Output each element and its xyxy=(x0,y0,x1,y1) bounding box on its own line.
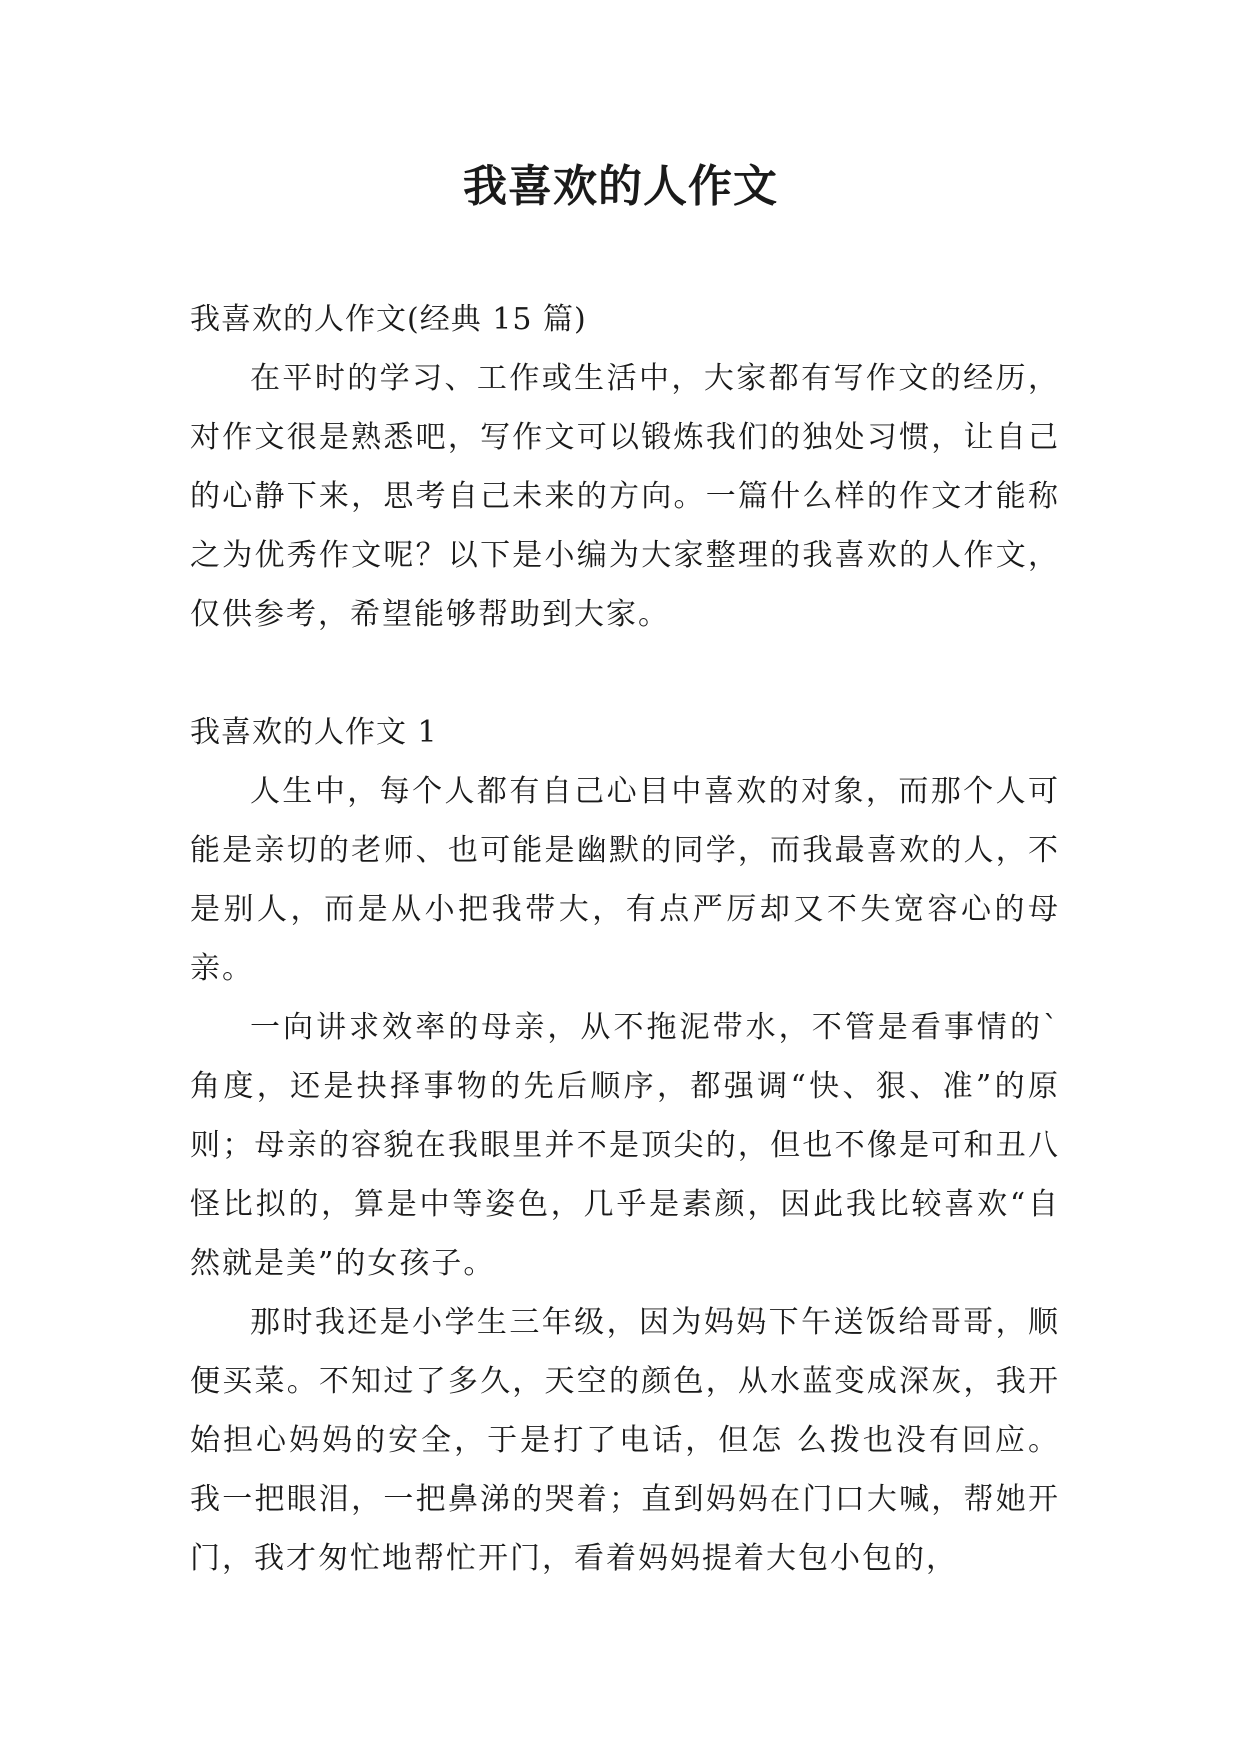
body-paragraph: 一向讲求效率的母亲，从不拖泥带水，不管是看事情的`角度，还是抉择事物的先后顺序，都强调“快、狠、准”的原则；母亲的容貌在我眼里并不是顶尖的，但也不像是可和丑八怪比拟的，算是中等姿色，几乎是素颜，因此我比较喜欢“自然就是美”的女孩子。 xyxy=(190,1010,1060,1281)
section-heading: 我喜欢的人作文 1 xyxy=(190,715,438,750)
document-body xyxy=(190,290,1060,1588)
document-subtitle: 我喜欢的人作文(经典 15 篇) xyxy=(190,302,587,337)
body-paragraph: 那时我还是小学生三年级，因为妈妈下午送饭给哥哥，顺便买菜。不知过了多久，天空的颜色，从水蓝变成深灰，我开始担心妈妈的安全，于是打了电话，但怎 么拨也没有回应。我一把眼泪，一把鼻涕的哭着；直到妈妈在门口大喊，帮她开门，我才匆忙地帮忙开门，看着妈妈提着大包小包的， xyxy=(190,1305,1060,1576)
intro-paragraph: 在平时的学习、工作或生活中，大家都有写作文的经历，对作文很是熟悉吧，写作文可以锻炼我们的独处习惯，让自己的心静下来，思考自己未来的方向。一篇什么样的作文才能称之为优秀作文呢？以下是小编为大家整理的我喜欢的人作文，仅供参考，希望能够帮助到大家。 xyxy=(190,361,1060,632)
body-paragraph: 人生中，每个人都有自己心目中喜欢的对象，而那个人可能是亲切的老师、也可能是幽默的同学，而我最喜欢的人，不是别人，而是从小把我带大，有点严厉却又不失宽容心的母亲。 xyxy=(190,774,1060,986)
section-spacer xyxy=(190,644,1060,703)
document-title: 我喜欢的人作文 xyxy=(463,161,778,212)
